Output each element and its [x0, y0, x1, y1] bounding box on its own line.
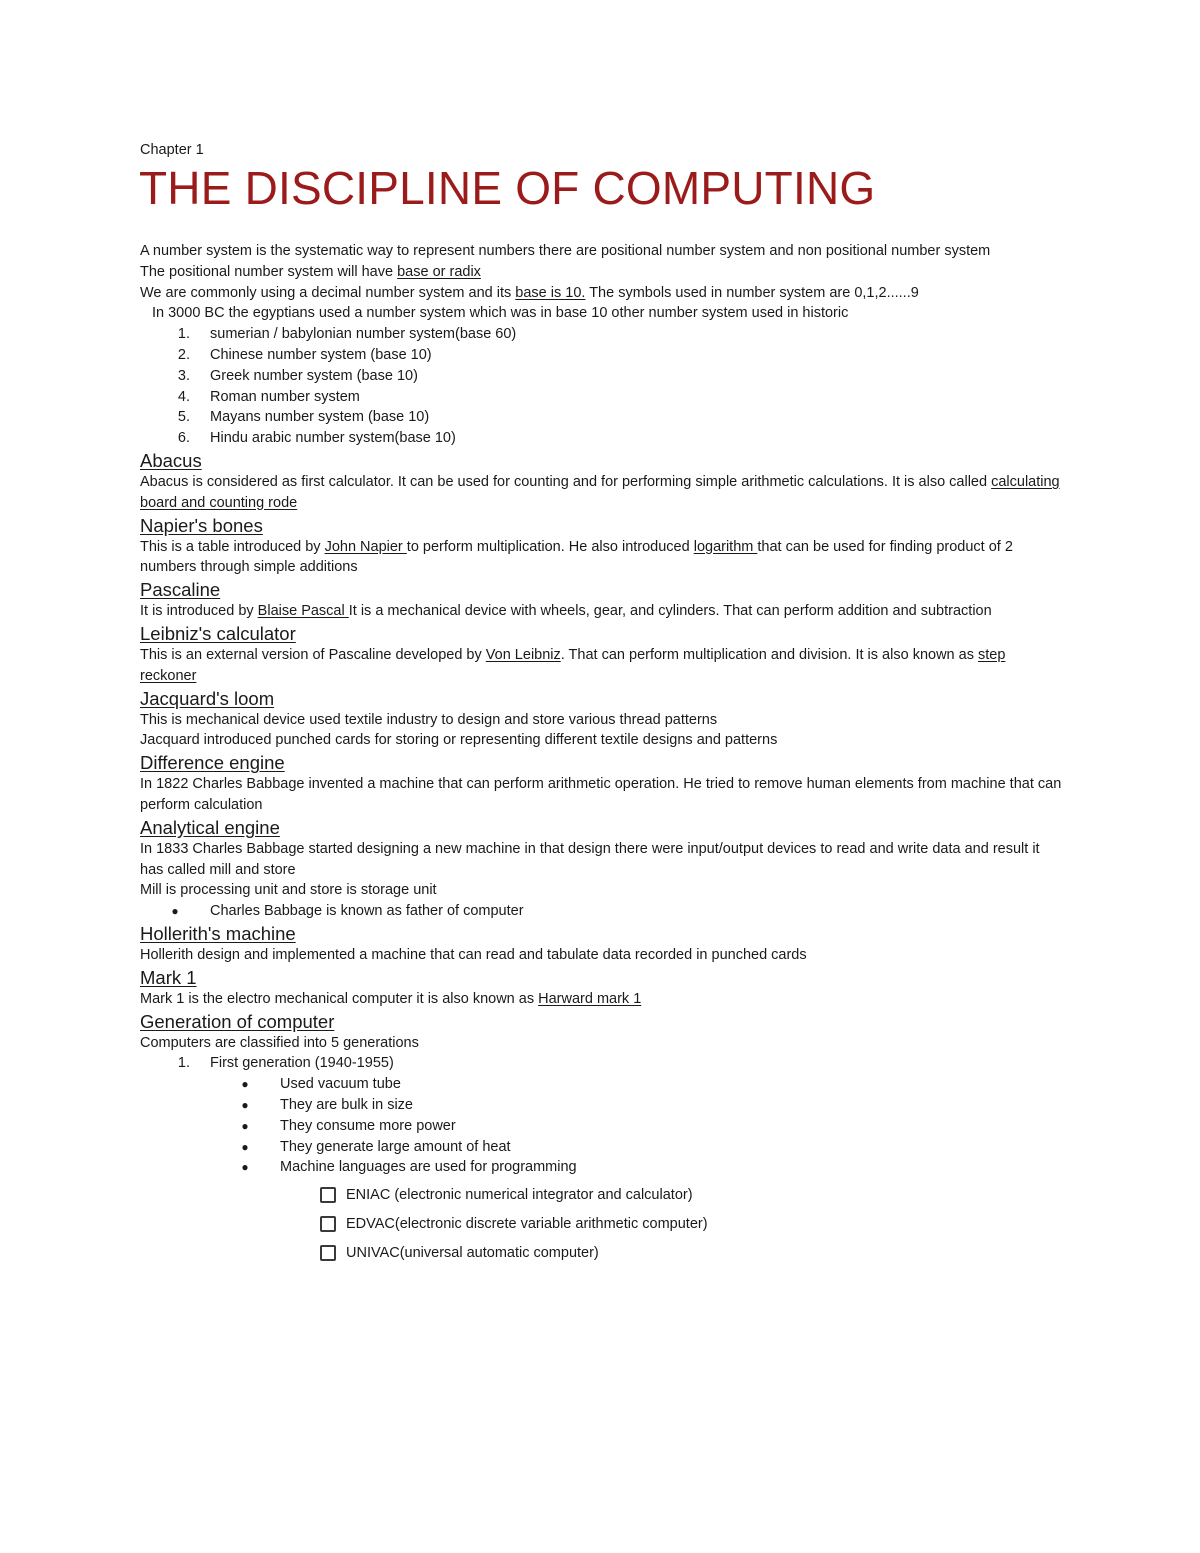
egyptian-paragraph: In 3000 BC the egyptians used a number system which was in base 10 other number system used in historic [152, 305, 849, 322]
list-item: ● They consume more power [210, 1116, 1065, 1137]
bullet-icon: ● [241, 1097, 249, 1112]
abacus-paragraph: Abacus is considered as first calculator. It can be used for counting and for performing simple arithmetic calculations. It is also called calculating board and counting rode [140, 473, 1060, 511]
jacquard-line-1: This is mechanical device used textile industry to design and store various thread patterns [140, 711, 718, 728]
list-item: 3. Greek number system (base 10) [177, 367, 418, 384]
leibniz-paragraph: This is an external version of Pascaline developed by Von Leibniz. That can perform multiplication and division. It is also known as step reckoner [140, 646, 1006, 684]
hollerith-paragraph: Hollerith design and implemented a machine that can read and tabulate data recorded in punched cards [140, 946, 807, 963]
difference-engine-heading: Difference engine [140, 752, 285, 774]
bullet-icon: ● [171, 904, 179, 919]
checkbox-icon[interactable] [320, 1216, 336, 1232]
bullet-icon: ● [241, 1118, 249, 1133]
list-item: ● Used vacuum tube [210, 1074, 1065, 1095]
checkbox-icon[interactable] [320, 1187, 336, 1203]
checklist-item[interactable]: ENIAC (electronic numerical integrator and calculator) [140, 1180, 1065, 1209]
mill-store-line: Mill is processing unit and store is storage unit [140, 882, 437, 899]
napier-paragraph: This is a table introduced by John Napier to perform multiplication. He also introduced logarithm that can be used for finding product of 2 numbers through simple additions [140, 538, 1013, 576]
document-page [140, 140, 1065, 1267]
list-item: ● Machine languages are used for programming [210, 1157, 1065, 1178]
list-item: 1. First generation (1940-1955) [177, 1055, 394, 1072]
list-item: ● They are bulk in size [210, 1095, 1065, 1116]
leibniz-heading: Leibniz's calculator [140, 622, 296, 644]
number-systems-list [140, 324, 1065, 449]
list-item: ● Charles Babbage is known as father of computer [140, 901, 1065, 922]
chapter-label: Chapter 1 [140, 142, 204, 158]
checklist-item[interactable]: UNIVAC(universal automatic computer) [140, 1238, 1065, 1267]
babbage-bullet-list [140, 901, 1065, 922]
list-item: 1. sumerian / babylonian number system(base 60) [177, 326, 517, 343]
generation-heading: Generation of computer [140, 1010, 335, 1032]
pascaline-paragraph: It is introduced by Blaise Pascal It is a mechanical device with wheels, gear, and cylinders. That can perform addition and subtraction [140, 603, 992, 620]
pascaline-heading: Pascaline [140, 579, 221, 601]
bullet-icon: ● [241, 1077, 249, 1092]
bullet-icon: ● [241, 1160, 249, 1175]
generation-paragraph: Computers are classified into 5 generations [140, 1034, 419, 1051]
positional-paragraph: The positional number system will have base or radix [140, 263, 481, 280]
first-generation-bullets [140, 1074, 1065, 1178]
jacquard-heading: Jacquard's loom [140, 687, 275, 709]
checklist-item[interactable]: EDVAC(electronic discrete variable arithmetic computer) [140, 1209, 1065, 1238]
decimal-paragraph: We are commonly using a decimal number system and its base is 10. The symbols used in number system are 0,1,2......9 [140, 284, 919, 301]
list-item: 6. Hindu arabic number system(base 10) [177, 430, 456, 447]
napier-heading: Napier's bones [140, 514, 263, 536]
list-item: ● They generate large amount of heat [210, 1137, 1065, 1158]
jacquard-line-2: Jacquard introduced punched cards for storing or representing different textile designs and patterns [140, 732, 778, 749]
mark1-heading: Mark 1 [140, 966, 197, 988]
mark1-paragraph: Mark 1 is the electro mechanical computer it is also known as Harward mark 1 [140, 990, 642, 1007]
list-item: 4. Roman number system [177, 388, 360, 405]
list-item: 2. Chinese number system (base 10) [177, 346, 432, 363]
intro-paragraph: A number system is the systematic way to represent numbers there are positional number system and non positional number system [140, 243, 991, 259]
computer-checklist [140, 1180, 1065, 1267]
list-item: 5. Mayans number system (base 10) [177, 409, 430, 426]
base-10-underline: base is 10. [515, 284, 586, 301]
checkbox-icon[interactable] [320, 1245, 336, 1261]
generation-list [140, 1053, 1065, 1074]
analytical-engine-heading: Analytical engine [140, 816, 280, 838]
analytical-engine-paragraph: In 1833 Charles Babbage started designing a new machine in that design there were input/output devices to read and write data and result it has called mill and store [140, 840, 1040, 878]
base-or-radix-link: base or radix [397, 263, 481, 280]
hollerith-heading: Hollerith's machine [140, 922, 296, 944]
abacus-heading: Abacus [140, 449, 202, 471]
difference-engine-paragraph: In 1822 Charles Babbage invented a machine that can perform arithmetic operation. He tried to remove human elements from machine that can perform calculation [140, 776, 1062, 813]
bullet-icon: ● [241, 1139, 249, 1154]
page-title: THE DISCIPLINE OF COMPUTING [139, 162, 876, 214]
